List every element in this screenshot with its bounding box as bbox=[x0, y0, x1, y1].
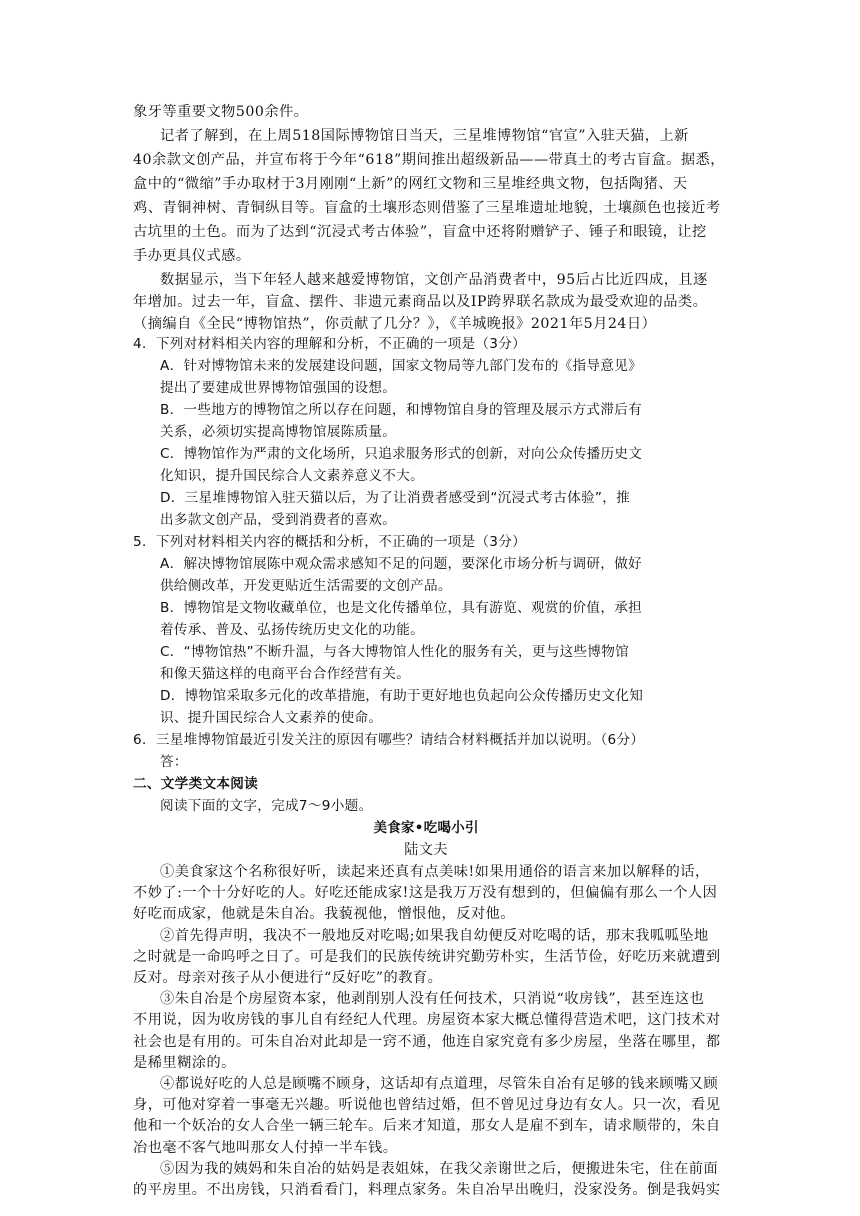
text-line: 象牙等重要文物500余件。 bbox=[133, 104, 309, 120]
text-line: 好吃而成家，他就是朱自冶。我藐视他，憎恨他，反对他。 bbox=[133, 906, 515, 923]
text-line: 的平房里。不出房钱，只消看看门，料理点家务。朱自冶早出晚归，没家没务。倒是我妈实 bbox=[133, 1182, 721, 1198]
option-line: 提出了要建成世界博物馆强国的设想。 bbox=[160, 380, 397, 396]
text-line: 是稀里糊涂的。 bbox=[133, 1054, 236, 1071]
text-line: 盒中的“微缩”手办取材于3月刚刚“上新”的网红文物和三星堆经典文物，包括陶猪、天 bbox=[133, 176, 688, 192]
text-line: 年增加。过去一年，盲盒、摆件、非遗元素商品以及IP跨界联名款成为最受欢迎的品类。 bbox=[133, 294, 708, 310]
option-line: 关系，必须切实提高博物馆展陈质量。 bbox=[160, 424, 397, 440]
option-4a: A．针对博物馆未来的发展建设问题，国家文物局等九部门发布的《指导意见》 bbox=[160, 358, 642, 374]
option-5a: A．解决博物馆展陈中观众需求感知不足的问题，要深化市场分析与调研，做好 bbox=[160, 556, 642, 572]
option-5c: C．“博物馆热”不断升温，与各大博物馆人性化的服务有关，更与这些博物馆 bbox=[160, 644, 630, 660]
instruction-line: 阅读下面的文字，完成7～9小题。 bbox=[160, 798, 373, 814]
text-line: ①美食家这个名称很好听，读起来还真有点美味!如果用通俗的语言来加以解释的话， bbox=[160, 864, 710, 880]
option-5b: B．博物馆是文物收藏单位，也是文化传播单位，具有游览、观赏的价值，承担 bbox=[160, 600, 643, 616]
text-line: 鸡、青铜神树、青铜纵目等。盲盒的土壤形态则借鉴了三星堆遗址地貌，土壤颜色也接近考 bbox=[133, 200, 721, 216]
text-line: 40余款文创产品，并宣布将于今年“618”期间推出超级新品——带真土的考古盲盒。据悉， bbox=[133, 152, 725, 168]
text-line: 数据显示，当下年轻人越来越爱博物馆，文创产品消费者中，95后占比近四成，且逐 bbox=[160, 272, 708, 288]
article-author: 陆文夫 bbox=[404, 842, 448, 858]
text-line: 社会也是有用的。可朱自冶对此却是一窍不通，他连自家究竟有多少房屋，坐落在哪里，都 bbox=[133, 1033, 721, 1050]
question-5: 5．下列对材料相关内容的概括和分析，不正确的一项是（3分） bbox=[133, 534, 527, 550]
text-line: 他和一个妖冶的女人合坐一辆三轮车。后来才知道，那女人是雇不到车，请求顺带的，朱自 bbox=[133, 1118, 721, 1135]
text-line: 冶也毫不客气地叫那女人付掉一半车钱。 bbox=[133, 1139, 398, 1156]
text-line: ④都说好吃的人总是顾嘴不顾身，这话却有点道理，尽管朱自冶有足够的钱来顾嘴又顾 bbox=[160, 1076, 719, 1092]
text-line: 身，可他对穿着一事毫无兴趣。听说他也曾结过婚，但不曾见过身边有女人。只一次，看见 bbox=[133, 1097, 721, 1114]
text-line: ⑤因为我的姨妈和朱自冶的姑妈是表姐妹，在我父亲谢世之后，便搬进朱宅，住在前面 bbox=[160, 1160, 719, 1177]
text-line: 记者了解到，在上周518国际博物馆日当天，三星堆博物馆“官宣”入驻天猫，上新 bbox=[160, 128, 689, 144]
option-line: 化知识，提升国民综合人文素养意义不大。 bbox=[160, 468, 424, 484]
option-5d: D．博物馆采取多元化的改革措施，有助于更好地也负起向公众传播历史文化知 bbox=[160, 688, 644, 704]
option-line: 和像天猫这样的电商平台合作经营有关。 bbox=[160, 666, 411, 682]
article-title: 美食家•吃喝小引 bbox=[373, 820, 479, 836]
text-line: ③朱自冶是个房屋资本家，他剥削别人没有任何技术，只消说“收房钱”，甚至连这也 bbox=[160, 991, 705, 1008]
option-4c: C．博物馆作为严肃的文化场所，只追求服务形式的创新，对向公众传播历史文 bbox=[160, 446, 643, 462]
text-line: 古坑里的土色。而为了达到“沉浸式考古体验”，盲盒中还将附赠铲子、锤子和眼镜，让挖 bbox=[133, 224, 707, 240]
citation-line: （摘编自《全民“博物馆热”，你贡献了几分？》，《羊城晚报》2021年5月24日） bbox=[133, 316, 657, 332]
option-4d: D．三星堆博物馆入驻天猫以后，为了让消费者感受到“沉浸式考古体验”，推 bbox=[160, 490, 631, 506]
section-heading: 二、文学类文本阅读 bbox=[133, 776, 259, 792]
text-line: 不用说，因为收房钱的事儿自有经纪人代理。房屋资本家大概总懂得营造术吧，这门技术对 bbox=[133, 1012, 721, 1029]
text-line: 不妙了:一个十分好吃的人。好吃还能成家!这是我万万没有想到的，但偏偏有那么一个人因 bbox=[133, 885, 718, 902]
text-line: 之时就是一命呜呼之日了。可是我们的民族传统讲究勤劳朴实，生活节俭，好吃历来就遭到 bbox=[133, 948, 721, 965]
option-line: 着传承、普及、弘扬传统历史文化的功能。 bbox=[160, 622, 424, 638]
text-line: 手办更具仪式感。 bbox=[133, 248, 251, 264]
text-line: 反对。母亲对孩子从小便进行“反好吃”的教育。 bbox=[133, 970, 443, 986]
question-6: 6．三星堆博物馆最近引发关注的原因有哪些？请结合材料概括并加以说明。（6分） bbox=[133, 732, 645, 748]
text-line: ②首先得声明，我决不一般地反对吃喝;如果我自幼便反对吃喝的话，那末我呱呱坠地 bbox=[160, 927, 709, 944]
question-4: 4．下列对材料相关内容的理解和分析，不正确的一项是（3分） bbox=[133, 336, 527, 352]
option-line: 供给侧改革，开发更贴近生活需要的文创产品。 bbox=[160, 578, 452, 594]
answer-label: 答： bbox=[160, 754, 188, 770]
option-line: 识、提升国民综合人文素养的使命。 bbox=[160, 710, 383, 726]
option-line: 出多款文创产品，受到消费者的喜欢。 bbox=[160, 512, 397, 528]
option-4b: B．一些地方的博物馆之所以存在问题，和博物馆自身的管理及展示方式滞后有 bbox=[160, 402, 643, 418]
